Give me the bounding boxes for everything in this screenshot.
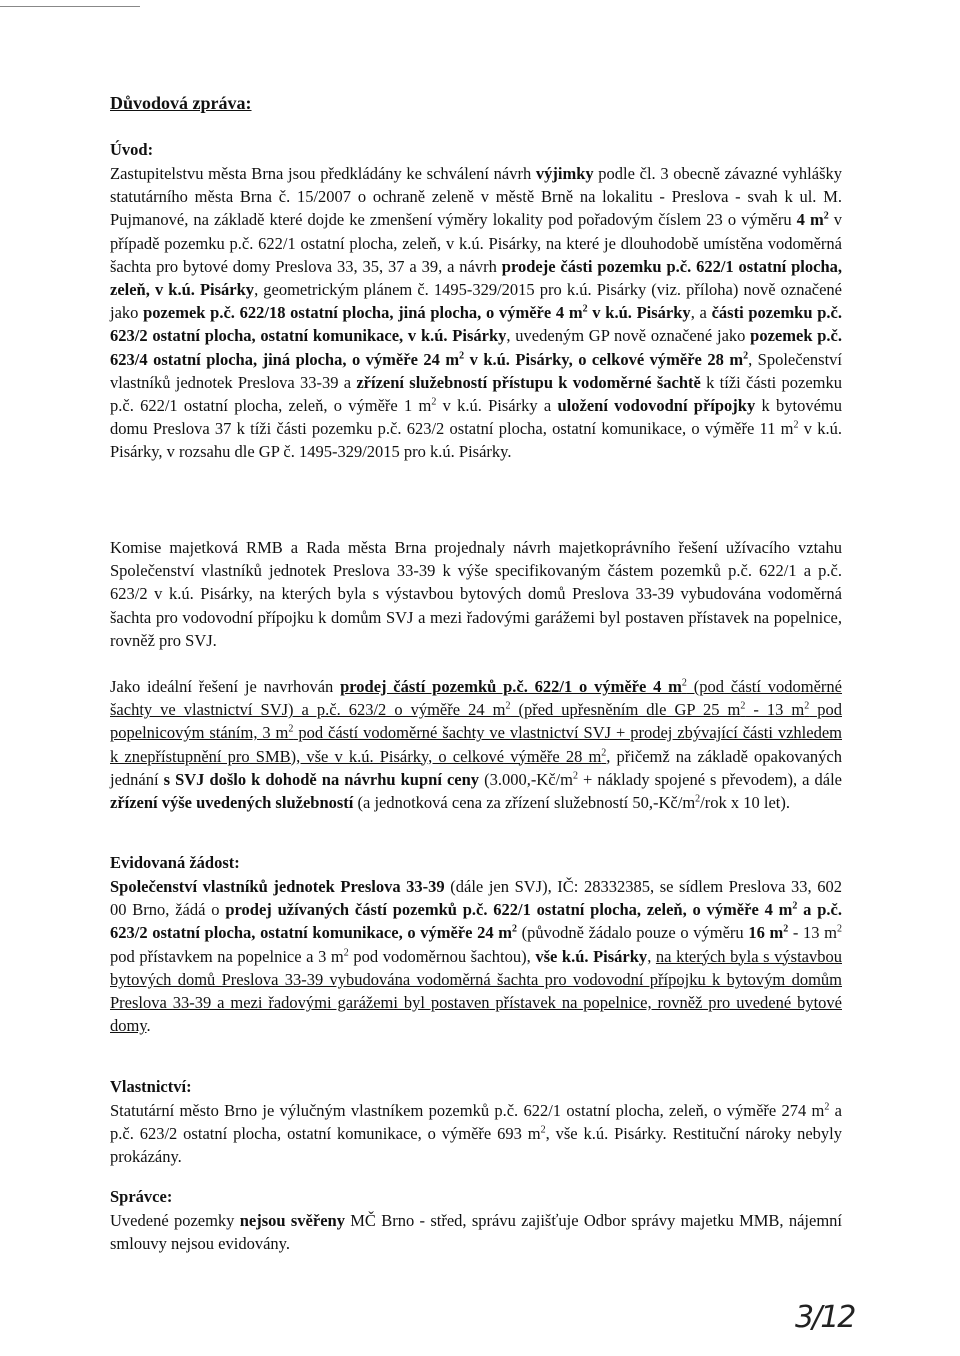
request-paragraph: Společenství vlastníků jednotek Preslova 33-39 (dále jen SVJ), IČ: 28332385, se sídlem Preslova 33, 602 00 Brno, žádá o prodej užívaných částí pozemků p.č. 622/1 ostatní plocha, zeleň, o výměře 4 $m^2$ a p.č. 623/2 ostatní plocha, ostatní komunikace, o výměře 24 $m^2$ (původně žádalo pouze o výměru 16 $m^2 - 13$ $m^2$ pod přístavkem na popelnice a 3 $m^2$ pod vodoměrnou šachtou), vše k.ú. Pisárky, na kterých byla s výstavbou bytových domů Preslova 33-39 vybudována vodoměrná šachta pro vodovodní přípojku k bytovým domům Preslova 33-39 a mezi řadovými garážemi byl postaven přístavek na popelnice, rovněž pro uvedené bytové domy. <box>110 877 843 1036</box>
administrator-heading: Správce: <box>110 1187 173 1206</box>
scan-edge-line <box>0 6 140 7</box>
handwritten-page-number: 3/12 <box>795 1300 855 1335</box>
request-heading: Evidovaná žádost: <box>110 853 240 872</box>
intro-paragraph: Zastupitelstvu města Brna jsou předkládány ke schválení návrh výjimky podle čl. 3 obecně závazné vyhlášky statutárního města Brna č. 15/2007 o ochraně zeleně v městě Brně na lokalitu - Preslova - svah k ul. M. Pujmanové, na základě které dojde ke zmenšení výměry lokality pod pořadovým číslem 23 o výměru 4 $m^2$ v případě pozemku p.č. 622/1 ostatní plocha, zeleň, v k.ú. Pisárky, na které je dlouhodobě umístěna vodoměrná šachta pro bytové domy Preslova 33, 35, 37 a 39, a návrh prodeje části pozemku p.č. 622/1 ostatní plocha, zeleň, v k.ú. Pisárky, geometrickým plánem č. 1495-329/2015 pro k.ú. Pisárky (viz. příloha) nově označené jako pozemek p.č. 622/18 ostatní plocha, jiná plocha, o výměře 4 $m^2$ v k.ú. Pisárky, a části pozemku p.č. 623/2 ostatní plocha, ostatní komunikace, v k.ú. Pisárky, uvedeným GP nově označené jako pozemek p.č. 623/4 ostatní plocha, jiná plocha, o výměře 24 $m^2$ v k.ú. Pisárky, o celkové výměře 28 $m^2$, Společenství vlastníků jednotek Preslova 33-39 a zřízení služebností přístupu k vodoměrné šachtě k tíži části pozemku p.č. 622/1 ostatní plocha, zeleň, o výměře 1 $m^2$ v k.ú. Pisárky a uložení vodovodní přípojky k bytovému domu Preslova 37 k tíži části pozemku p.č. 623/2 ostatní plocha, ostatní komunikace, o výměře 11 $m^2$ v k.ú. Pisárky, v rozsahu dle GP č. 1495-329/2015 pro k.ú. Pisárky. <box>110 164 843 462</box>
document-title: Důvodová zpráva: <box>110 93 252 113</box>
commission-paragraph-2: Jako ideální řešení je navrhován prodej částí pozemků p.č. 622/1 o výměře 4 $m^2$ (pod částí vodoměrné šachty ve vlastnictví SVJ) a p.č. 623/2 o výměře 24 $m^2$ (před upřesněním dle GP 25 $m^2 - 13$ $m^2$ pod popelnicovým stáním, 3 $m^2$ pod částí vodoměrné šachty ve vlastnictví SVJ + prodej zbývající části vzhledem k znepřístupnění pro SMB), vše v k.ú. Pisárky, o celkové výměře 28 $m^2$, přičemž na základě opakovaných jednání s SVJ došlo k dohodě na návrhu kupní ceny ($3.000,-Kč/m^2$ + náklady spojené s převodem), a dále zřízení výše uvedených služebností (a jednotková cena za zřízení služebností $50,-Kč/m^2$/rok x 10 let). <box>110 677 843 813</box>
ownership-heading: Vlastnictví: <box>110 1077 192 1096</box>
commission-paragraph-1: Komise majetková RMB a Rada města Brna projednaly návrh majetkoprávního řešení užívacího vztahu Společenství vlastníků jednotek Preslova 33-39 k výše specifikovaným částem pozemků p.č. 622/1 a p.č. 623/2 v k.ú. Pisárky, na kterých byla s výstavbou bytových domů Preslova 33-39 vybudována vodoměrná šachta pro vodovodní přípojku k domům SVJ a mezi řadovými garážemi byl postaven přístavek na popelnice, rovněž pro SVJ. <box>110 538 842 650</box>
intro-heading: Úvod: <box>110 140 154 159</box>
administrator-paragraph: Uvedené pozemky nejsou svěřeny MČ Brno - střed, správu zajišťuje Odbor správy majetku MMB, nájemní smlouvy nejsou evidovány. <box>110 1211 842 1254</box>
ownership-paragraph: Statutární město Brno je výlučným vlastníkem pozemků p.č. 622/1 ostatní plocha, zeleň, o výměře 274 $m^2$ a p.č. 623/2 ostatní plocha, ostatní komunikace, o výměře 693 $m^2$, vše k.ú. Pisárky. Restituční nároky nebyly prokázány. <box>110 1101 842 1167</box>
